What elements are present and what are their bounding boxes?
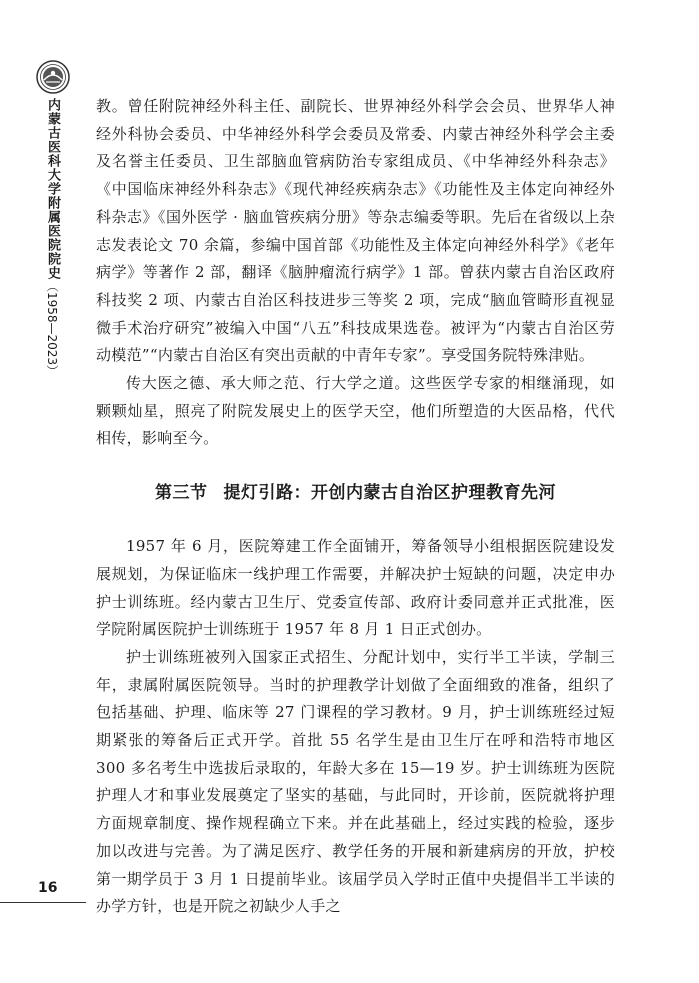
page-sidebar	[0, 0, 96, 983]
page-number-rule	[0, 902, 86, 903]
page-number: 16	[38, 880, 58, 896]
paragraph-summary: 传大医之德、承大师之范、行大学之道。这些医学专家的相继涌现，如颗颗灿星，照亮了附院发展史上的医学天空，他们所塑造的大医品格，代代相传，影响至今。	[96, 374, 615, 448]
running-book-title	[43, 98, 61, 377]
book-years-text: （1958—2023）	[45, 280, 59, 378]
paragraph-biography-continued: 教。曾任附院神经外科主任、副院长、世界神经外科学会会员、世界华人神经外科协会委员、中华神经外科学会委员及常委、内蒙古神经外科学会主委及名誉主任委员、卫生部脑血管病防治专家组成员、《中华神经外科杂志》《中国临床神经外科杂志》《现代神经疾病杂志》《功能性及主体定向神经外科杂志》《国外医学 · 脑血管疾病分册》等杂志编委等职。先后在省级以上杂志发表论文 70 余篇，参编中国首部《功能性及主体定向神经外科学》《老年病学》等著作 2 部，翻译《脑肿瘤流行病学》1 部。曾获内蒙古自治区政府科技奖 2 项、内蒙古自治区科技进步三等奖 2 项，完成“脑血管畸形直视显微手术治疗研究”被编入中国“八五”科技成果选卷。被评为“内蒙古自治区劳动模范”“内蒙古自治区有突出贡献的中青年专家”。享受国务院特殊津贴。	[96, 97, 615, 365]
paragraph-nursing-class-founding: 1957 年 6 月，医院筹建工作全面铺开，筹备领导小组根据医院建设发展规划，为保证临床一线护理工作需要，并解决护士短缺的问题，决定申办护士训练班。经内蒙古卫生厅、党委宣传部、政府计委同意并正式批准，医学院附属医院护士训练班于 1957 年 8 月 1 日正式创办。	[96, 537, 615, 639]
page-body	[96, 93, 615, 921]
book-title-text: 内蒙古医科大学附属医院院史	[45, 98, 60, 280]
paragraph-nursing-class-details: 护士训练班被列入国家正式招生、分配计划中，实行半工半读，学制三年，隶属附属医院领导。当时的护理教学计划做了全面细致的准备，组织了包括基础、护理、临床等 27 门课程的学习教材。9 月，护士训练班经过短期紧张的筹备后正式开学。首批 55 名学生是由卫生厅在呼和浩特市地区 300 多名考生中选拔后录取的，年龄大多在 15—19 岁。护士训练班为医院护理人才和事业发展奠定了坚实的基础，与此同时，开诊前，医院就将护理方面规章制度、操作规程确立下来。并在此基础上，经过实践的检验，逐步加以改进与完善。为了满足医疗、教学任务的开展和新建病房的开放，护校第一期学员于 3 月 1 日提前毕业。该届学员入学时正值中央提倡半工半读的办学方针，也是开院之初缺少人手之	[96, 647, 615, 916]
section-heading	[96, 478, 615, 508]
university-seal-icon	[36, 60, 70, 94]
section-number: 第三节	[155, 483, 208, 504]
section-title: 提灯引路：开创内蒙古自治区护理教育先河	[223, 483, 556, 504]
